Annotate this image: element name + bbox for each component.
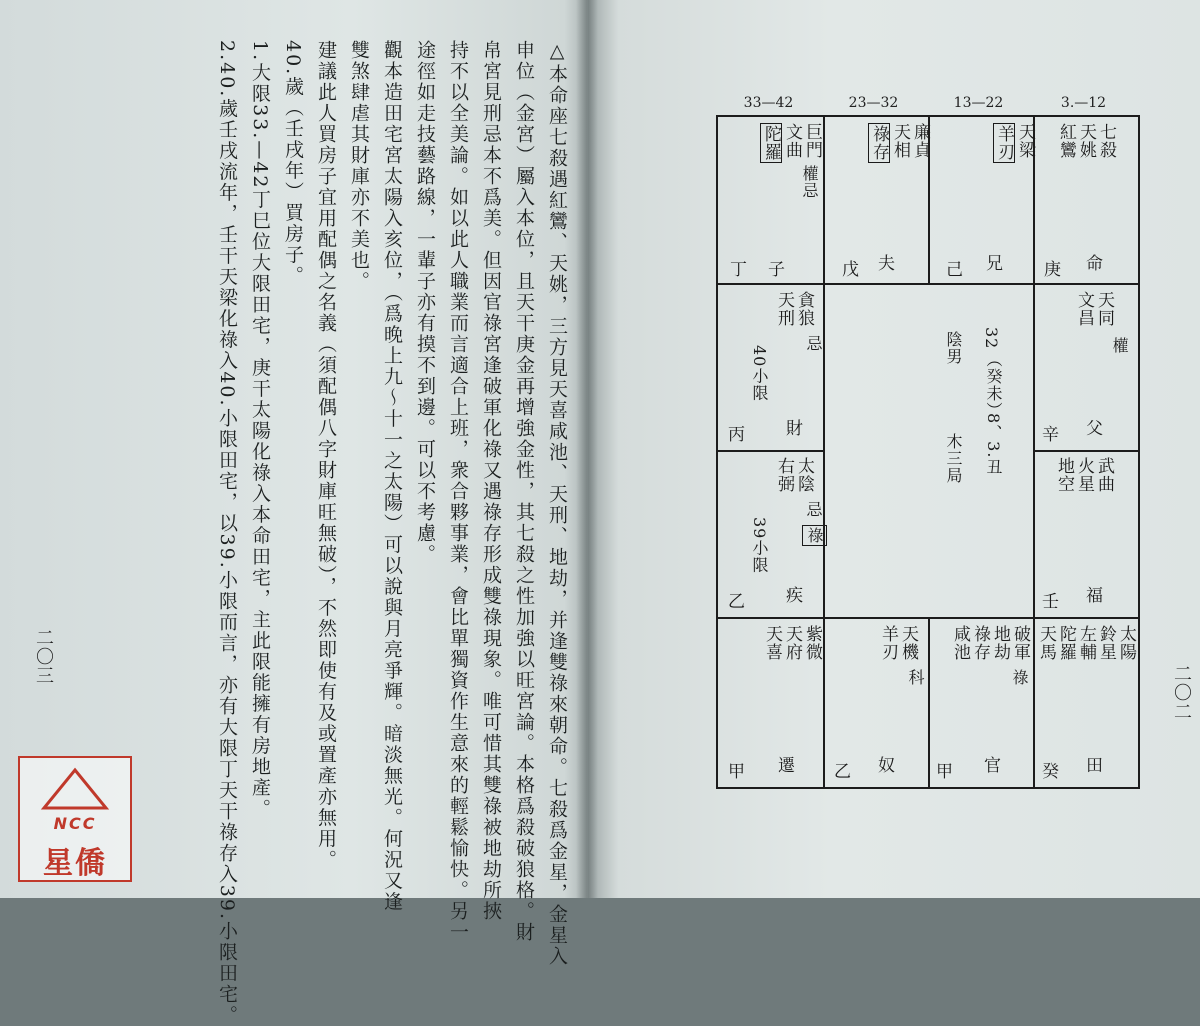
star-name: 祿存 — [869, 125, 889, 161]
star-name: 貪狼 — [794, 291, 814, 327]
page-number-right: 二〇二 — [1171, 664, 1192, 721]
palace-name: 財 — [786, 419, 803, 439]
transform-label: 權 — [1110, 337, 1129, 354]
palace-stem: 己 — [946, 260, 963, 280]
age-range: 33—42 — [743, 95, 794, 111]
grid-line — [1033, 283, 1035, 617]
palace-stars-fortune — [1054, 457, 1114, 493]
star-name: 羊刃 — [994, 125, 1014, 161]
palace-name: 田 — [1086, 756, 1103, 776]
star-name: 天府 — [782, 625, 802, 661]
star-name: 破軍 — [1010, 625, 1030, 661]
star-name: 陀羅 — [761, 125, 781, 161]
palace-stem: 丁 — [730, 260, 747, 280]
palace-stars-siblings — [993, 123, 1035, 163]
palace-name: 父 — [1086, 419, 1103, 439]
grid-line — [823, 117, 825, 283]
text-column-5: 途徑如走技藝路線，一輩子亦有摸不到邊。可以不考慮。 — [414, 40, 436, 565]
center-age: 32 — [982, 327, 1001, 350]
star-name: 天機 — [898, 625, 918, 661]
triangle-icon — [40, 766, 110, 812]
palace-name: 官 — [984, 756, 1001, 776]
palace-stem: 乙 — [834, 762, 851, 782]
star-name: 巨門 — [802, 123, 822, 159]
palace-stem: 庚 — [1044, 260, 1061, 280]
book-gutter — [576, 0, 598, 898]
age-range-row — [716, 95, 1136, 113]
center-gender: 陰男 — [944, 331, 963, 365]
palace-stars-property — [1036, 625, 1136, 661]
center-bureau: 木三局 — [944, 433, 963, 484]
palace-name: 命 — [1086, 254, 1103, 274]
palace-stem: 甲 — [728, 762, 745, 782]
text-column-6: 觀本造田宅宮太陽入亥位，（爲晚上九～十一之太陽）可以說與月亮爭輝。暗淡無光。何況又逢 — [381, 40, 403, 913]
transform-label: 祿 — [1010, 669, 1029, 686]
grid-line — [1033, 450, 1138, 452]
star-name: 太陰 — [794, 457, 814, 493]
star-name: 天喜 — [762, 625, 782, 661]
palace-name: 遷 — [778, 756, 795, 776]
text-column-10: 1.大限33.—42丁巳位大限田宅，庚干太陽化祿入本命田宅，主此限能擁有房地產。 — [249, 40, 271, 820]
grid-line — [823, 617, 825, 787]
grid-line — [718, 283, 1138, 285]
star-name: 七殺 — [1096, 123, 1116, 159]
text-column-9: 40.歲（壬戌年）買房子。 — [282, 40, 304, 287]
palace-stars-travel — [762, 625, 822, 661]
star-name: 祿存 — [970, 625, 990, 661]
text-column-1: △本命座七殺遇紅鸞、天姚，三方見天喜咸池、天刑、地劫，并逢雙祿來朝命。七殺爲金星，金星入 — [546, 40, 568, 967]
star-name: 羊刃 — [878, 625, 898, 661]
age-range: 13—22 — [953, 95, 1004, 111]
transform-label: 忌 — [804, 335, 823, 352]
palace-name: 子 — [768, 260, 785, 280]
text-column-11: 2.40.歲壬戌流年，壬干天梁化祿入40.小限田宅，以39.小限而言，亦有大限丁天干祿存入39.小限田宅。 — [216, 40, 238, 1026]
transform-label: 權忌 — [800, 165, 819, 199]
star-name: 文曲 — [782, 123, 802, 159]
palace-name: 疾 — [786, 586, 803, 606]
star-name: 太陽 — [1116, 625, 1136, 661]
boxed-lu-mark: 祿 — [802, 525, 827, 546]
palace-stem: 乙 — [728, 592, 745, 612]
star-name: 天梁 — [1015, 123, 1035, 159]
grid-line — [928, 617, 930, 787]
palace-stars-health — [774, 457, 814, 493]
palace-stars-children — [760, 123, 822, 163]
star-name: 右弼 — [774, 457, 794, 493]
center-year: （癸未） — [984, 351, 1003, 419]
star-name: 天同 — [1094, 291, 1114, 327]
palace-stars-career — [950, 625, 1030, 661]
star-name: 文昌 — [1074, 291, 1094, 327]
palace-stem: 甲 — [936, 762, 953, 782]
page-number-left: 二〇三 — [33, 628, 54, 685]
palace-name: 兄 — [986, 254, 1003, 274]
star-name: 紅鸞 — [1056, 123, 1076, 159]
palace-name: 福 — [1086, 586, 1103, 606]
astrology-chart — [716, 115, 1140, 789]
star-name: 天馬 — [1036, 625, 1056, 661]
palace-name: 奴 — [878, 756, 895, 776]
age-range: 3.—12 — [1060, 95, 1107, 111]
left-page — [0, 0, 588, 1026]
star-name: 紫微 — [802, 625, 822, 661]
grid-line — [823, 283, 825, 617]
transform-label: 科 — [906, 669, 925, 686]
text-column-2: 申位（金宮）屬入本位，且天干庚金再增強金性，其七殺之性加強以旺宮論。本格爲殺破狼格。財 — [513, 40, 535, 943]
palace-stars-servants — [878, 625, 918, 661]
palace-stem: 壬 — [1042, 592, 1059, 612]
ncc-stamp-logo — [18, 756, 132, 882]
star-name: 地空 — [1054, 457, 1074, 493]
grid-line — [1033, 617, 1035, 787]
palace-stem: 癸 — [1042, 762, 1059, 782]
star-name: 地劫 — [990, 625, 1010, 661]
star-name: 武曲 — [1094, 457, 1114, 493]
star-name: 陀羅 — [1056, 625, 1076, 661]
text-column-7: 雙煞肆虐其財庫亦不美也。 — [348, 40, 370, 292]
palace-stars-wealth — [774, 291, 814, 327]
palace-stars-life — [1056, 123, 1116, 159]
star-name: 廉貞 — [910, 123, 930, 159]
limit-label: 39小限 — [750, 517, 769, 574]
palace-stars-parents — [1074, 291, 1114, 327]
stamp-latin: NCC — [53, 814, 97, 833]
age-range: 23—32 — [848, 95, 899, 111]
palace-stem: 丙 — [728, 425, 745, 445]
transform-label: 忌 — [804, 501, 823, 518]
star-name: 天相 — [890, 123, 910, 159]
grid-line — [718, 450, 823, 452]
star-name: 鈴星 — [1096, 625, 1116, 661]
stamp-name: 星僑 — [43, 846, 107, 881]
star-name: 左輔 — [1076, 625, 1096, 661]
palace-stem: 辛 — [1042, 425, 1059, 445]
star-name: 火星 — [1074, 457, 1094, 493]
star-name: 咸池 — [950, 625, 970, 661]
text-column-4: 持不以全美論。如以此人職業而言適合上班，衆合夥事業，會比單獨資作生意來的輕鬆愉快。另一 — [447, 40, 469, 943]
palace-stars-spouse — [868, 123, 930, 163]
star-name: 天姚 — [1076, 123, 1096, 159]
palace-stem: 戊 — [842, 260, 859, 280]
limit-label: 40小限 — [750, 345, 769, 402]
center-date: 8、3.丑 — [984, 413, 1003, 476]
star-name: 天刑 — [774, 291, 794, 327]
palace-name: 夫 — [878, 254, 895, 274]
text-column-8: 建議此人買房子宜用配偶之名義（須配偶八字財庫旺無破），不然即使有及或置產亦無用。 — [315, 40, 337, 871]
text-column-3: 帛宮見刑忌本不爲美。但因官祿宮逢破軍化祿又遇祿存形成雙祿現象。唯可惜其雙祿被地劫所挾 — [480, 40, 502, 922]
